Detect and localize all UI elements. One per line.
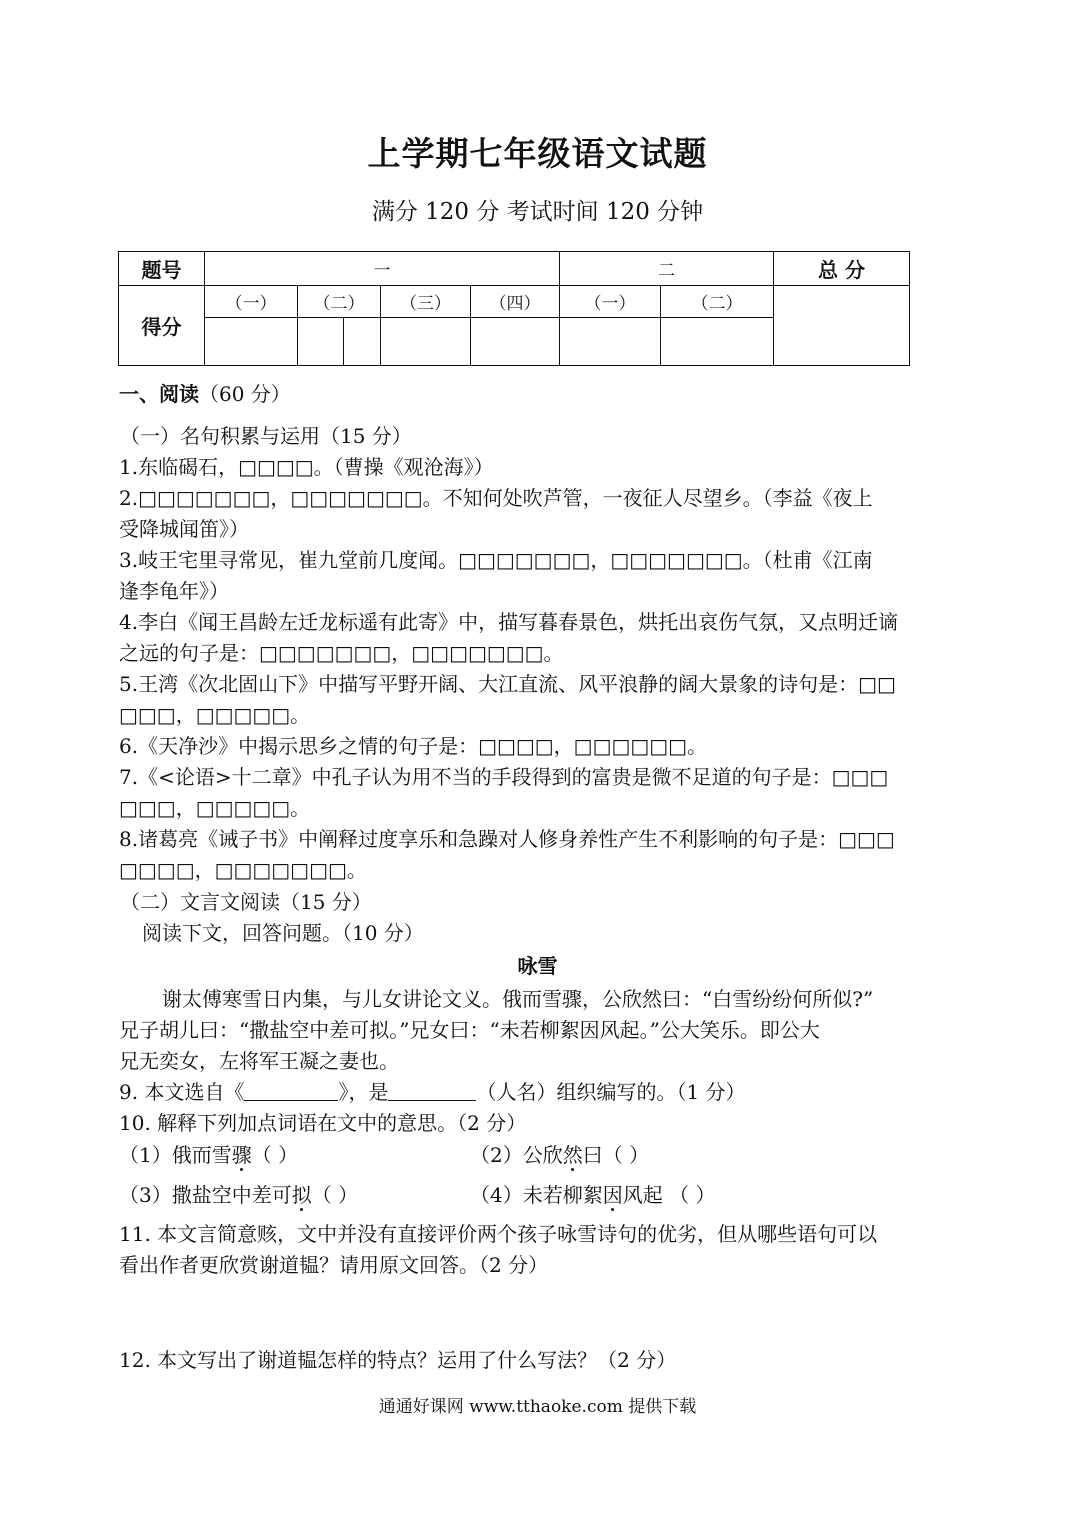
score-cell-1[interactable] — [205, 318, 298, 366]
score-sub-6: （二） — [661, 286, 774, 318]
score-sub-2: （二） — [298, 286, 381, 318]
q10-4-text: （4）未若柳絮 — [470, 1183, 603, 1207]
poem-title: 咏雪 — [517, 954, 558, 978]
question-9-part-c: （人名）组织编写的。（1 分） — [476, 1080, 746, 1104]
question-11-line-2: 看出作者更欣赏谢道韫？请用原文回答。（2 分） — [119, 1253, 549, 1277]
q10-2-text: （2）公欣 — [470, 1143, 563, 1167]
q10-1-dotted-word: 骤 — [231, 1143, 252, 1167]
q10-2-answer: 曰（ ） — [582, 1143, 650, 1167]
score-cell-6[interactable] — [661, 318, 774, 366]
section-1-points: （60 分） — [199, 382, 291, 406]
score-cell-4[interactable] — [471, 318, 560, 366]
question-6: 6.《天净沙》中揭示思乡之情的句子是：□□□□，□□□□□□。 — [119, 734, 708, 758]
question-5-line-1: 5.王湾《次北固山下》中描写平野开阔、大江直流、风平浪静的阔大景象的诗句是：□□ — [119, 672, 896, 696]
question-7-line-2: □□□，□□□□□。 — [119, 796, 311, 820]
question-4-line-1: 4.李白《闻王昌龄左迁龙标遥有此寄》中，描写暮春景色，烘托出哀伤气氛，又点明迁谪 — [119, 610, 899, 634]
q10-3-text: （3）撒盐空中差可 — [119, 1183, 292, 1207]
passage-line-2: 兄子胡儿曰：“撒盐空中差可拟。”兄女曰：“未若柳絮因风起。”公大笑乐。即公大 — [119, 1018, 820, 1042]
question-3-line-1: 3.岐王宅里寻常见，崔九堂前几度闻。□□□□□□□，□□□□□□□。（杜甫《江南 — [119, 548, 873, 572]
question-9-blank-name[interactable] — [388, 1080, 476, 1101]
question-10-item-4 — [470, 1179, 715, 1208]
score-sub-1: （一） — [205, 286, 298, 318]
footer-credit: 通通好课网 www.tthaoke.com 提供下载 — [378, 1397, 697, 1417]
part-1-heading: （一）名句积累与运用（15 分） — [120, 424, 412, 448]
question-5-line-2: □□□，□□□□□。 — [119, 703, 311, 727]
score-header-tihao: 题号 — [119, 252, 205, 286]
question-7-line-1: 7.《<论语>十二章》中孔子认为用不当的手段得到的富贵是微不足道的句子是：□□□ — [119, 765, 889, 789]
q10-4-answer: 风起 （ ） — [622, 1183, 716, 1207]
question-10-item-3 — [119, 1179, 358, 1208]
score-total-cell[interactable] — [774, 286, 910, 366]
question-10: 10. 解释下列加点词语在文中的意思。（2 分） — [119, 1111, 527, 1135]
q10-3-answer: （ ） — [311, 1183, 359, 1207]
section-1-heading — [119, 378, 291, 407]
question-9-blank-book[interactable] — [244, 1080, 338, 1101]
question-1: 1.东临碣石，□□□□。（曹操《观沧海》） — [119, 455, 494, 479]
exam-title: 上学期七年级语文试题 — [367, 134, 708, 173]
section-1-title: 一、阅读 — [119, 382, 199, 406]
question-8-line-2: □□□□，□□□□□□□。 — [119, 858, 367, 882]
question-8-line-1: 8.诸葛亮《诫子书》中阐释过度享乐和急躁对人修身养性产生不利影响的句子是：□□□ — [119, 827, 895, 851]
question-10-item-2 — [470, 1139, 649, 1168]
question-12: 12. 本文写出了谢道韫怎样的特点？运用了什么写法？（2 分） — [119, 1348, 677, 1372]
question-9-part-b: 》，是 — [338, 1080, 389, 1104]
passage-line-3: 兄无奕女，左将军王凝之妻也。 — [119, 1049, 399, 1073]
q10-1-text: （1）俄而雪 — [119, 1143, 232, 1167]
passage-line-1: 谢太傅寒雪日内集，与儿女讲论文义。俄而雪骤，公欣然曰：“白雪纷纷何所似?” — [162, 987, 874, 1011]
question-9 — [119, 1076, 746, 1105]
score-header-one: 一 — [205, 252, 560, 286]
part-2-heading: （二）文言文阅读（15 分） — [120, 890, 372, 914]
score-table — [118, 251, 910, 366]
score-sub-5: （一） — [560, 286, 661, 318]
score-sub-4: （四） — [471, 286, 560, 318]
score-cell-5[interactable] — [560, 318, 661, 366]
question-4-line-2: 之远的句子是：□□□□□□□，□□□□□□□。 — [119, 641, 564, 665]
question-10-item-1 — [119, 1139, 298, 1168]
score-header-two: 二 — [560, 252, 774, 286]
reading-instruction: 阅读下文，回答问题。（10 分） — [142, 921, 424, 945]
q10-2-dotted-word: 然 — [562, 1143, 583, 1167]
question-9-part-a: 9. 本文选自《 — [119, 1080, 245, 1104]
q10-1-answer: （ ） — [251, 1143, 299, 1167]
score-sub-3: （三） — [381, 286, 471, 318]
exam-subtitle: 满分 120 分 考试时间 120 分钟 — [371, 199, 704, 225]
question-3-line-2: 逢李龟年》） — [119, 579, 229, 603]
question-2-line-1: 2.□□□□□□□，□□□□□□□。不知何处吹芦管，一夜征人尽望乡。（李益《夜上 — [119, 486, 873, 510]
q10-3-dotted-word: 拟 — [291, 1183, 312, 1207]
score-header-total: 总 分 — [774, 252, 910, 286]
q10-4-dotted-word: 因 — [602, 1183, 623, 1207]
score-cell-2[interactable] — [298, 318, 381, 366]
score-cell-3[interactable] — [381, 318, 471, 366]
question-11-line-1: 11. 本文言简意赅，文中并没有直接评价两个孩子咏雪诗句的优劣，但从哪些语句可以 — [119, 1222, 878, 1246]
score-label-defen: 得分 — [119, 286, 205, 366]
question-2-line-2: 受降城闻笛》） — [119, 517, 249, 541]
